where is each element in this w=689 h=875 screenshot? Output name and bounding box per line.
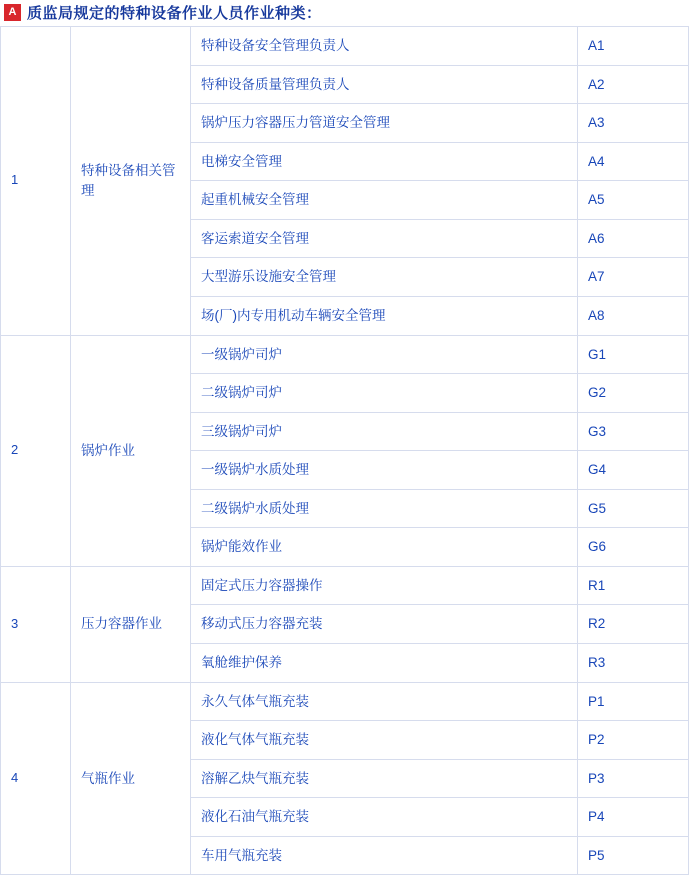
group-index-cell: 4 (1, 682, 71, 875)
table-row (1, 566, 689, 605)
operation-name-cell: 固定式压力容器操作 (191, 566, 578, 605)
operation-code-cell: G4 (578, 451, 689, 490)
operation-name-cell: 大型游乐设施安全管理 (191, 258, 578, 297)
group-index-cell: 2 (1, 335, 71, 566)
group-index-cell: 1 (1, 27, 71, 336)
operation-code-cell: G6 (578, 528, 689, 567)
operation-code-cell: R2 (578, 605, 689, 644)
operation-code-cell: P3 (578, 759, 689, 798)
operation-name-cell: 永久气体气瓶充装 (191, 682, 578, 721)
operation-code-cell: P1 (578, 682, 689, 721)
table-row (1, 27, 689, 66)
page-title: 质监局规定的特种设备作业人员作业种类： (27, 4, 322, 22)
operation-code-cell: P4 (578, 798, 689, 837)
operation-name-cell: 溶解乙炔气瓶充装 (191, 759, 578, 798)
operation-name-cell: 移动式压力容器充装 (191, 605, 578, 644)
operation-code-cell: A5 (578, 181, 689, 220)
operation-name-cell: 锅炉压力容器压力管道安全管理 (191, 104, 578, 143)
operation-name-cell: 二级锅炉水质处理 (191, 489, 578, 528)
operation-code-cell: A1 (578, 27, 689, 66)
group-category-cell: 压力容器作业 (71, 566, 191, 682)
operation-code-cell: P5 (578, 836, 689, 875)
operation-name-cell: 客运索道安全管理 (191, 219, 578, 258)
operation-code-cell: G5 (578, 489, 689, 528)
group-category-cell: 锅炉作业 (71, 335, 191, 566)
operation-name-cell: 起重机械安全管理 (191, 181, 578, 220)
group-category-cell: 气瓶作业 (71, 682, 191, 875)
operation-code-cell: G1 (578, 335, 689, 374)
page-title-bar (0, 0, 689, 26)
table-row (1, 682, 689, 721)
operation-name-cell: 氧舱维护保养 (191, 644, 578, 683)
operation-code-cell: P2 (578, 721, 689, 760)
section-badge-a: A (4, 4, 21, 21)
table-body (1, 27, 689, 875)
group-category-cell: 特种设备相关管理 (71, 27, 191, 336)
operation-name-cell: 三级锅炉司炉 (191, 412, 578, 451)
operation-code-cell: R1 (578, 566, 689, 605)
operation-code-cell: R3 (578, 644, 689, 683)
operation-code-cell: G2 (578, 374, 689, 413)
operation-name-cell: 液化气体气瓶充装 (191, 721, 578, 760)
operation-name-cell: 特种设备质量管理负责人 (191, 65, 578, 104)
operation-name-cell: 场(厂)内专用机动车辆安全管理 (191, 296, 578, 335)
operation-name-cell: 电梯安全管理 (191, 142, 578, 181)
table-row (1, 335, 689, 374)
operation-name-cell: 液化石油气瓶充装 (191, 798, 578, 837)
operation-name-cell: 车用气瓶充装 (191, 836, 578, 875)
operation-code-cell: A4 (578, 142, 689, 181)
operation-name-cell: 锅炉能效作业 (191, 528, 578, 567)
operation-code-cell: A8 (578, 296, 689, 335)
operation-code-cell: A7 (578, 258, 689, 297)
operation-code-cell: A3 (578, 104, 689, 143)
operation-name-cell: 二级锅炉司炉 (191, 374, 578, 413)
equipment-operator-types-table (0, 26, 689, 875)
operation-code-cell: A2 (578, 65, 689, 104)
operation-name-cell: 一级锅炉司炉 (191, 335, 578, 374)
operation-code-cell: A6 (578, 219, 689, 258)
operation-name-cell: 特种设备安全管理负责人 (191, 27, 578, 66)
operation-code-cell: G3 (578, 412, 689, 451)
group-index-cell: 3 (1, 566, 71, 682)
operation-name-cell: 一级锅炉水质处理 (191, 451, 578, 490)
